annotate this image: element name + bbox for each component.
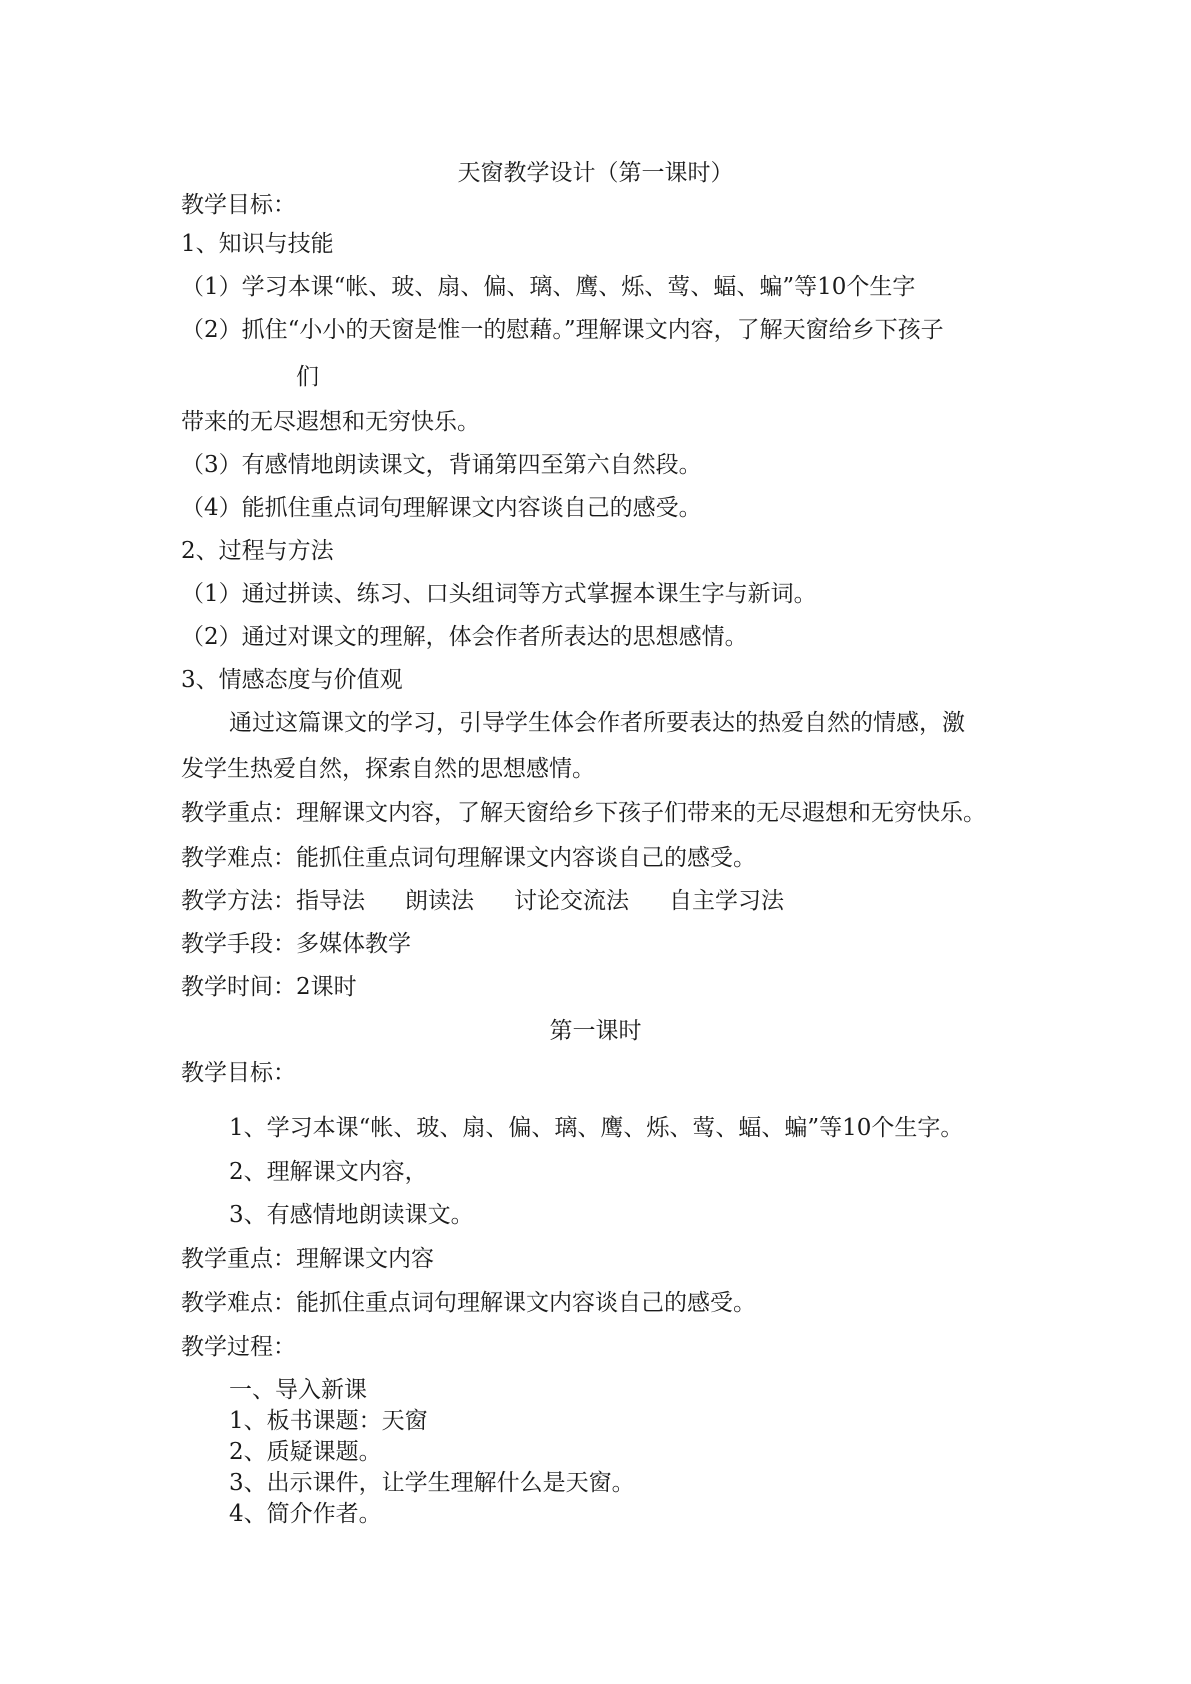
lesson1-objective-2: 2、理解课文内容，	[229, 1159, 428, 1185]
knowledge-item-2-line-1: （2）抓住“小小的天窗是惟一的慰藉。”理解课文内容，了解天窗给乡下孩子	[181, 317, 944, 343]
knowledge-heading: 1、知识与技能	[181, 231, 334, 257]
method-reading: 朗读法	[405, 888, 474, 914]
step-3: 3、出示课件，让学生理解什么是天窗。	[229, 1470, 635, 1496]
process-item-2: （2）通过对课文的理解，体会作者所表达的思想感情。	[181, 624, 748, 650]
key-point: 教学重点：理解课文内容，了解天窗给乡下孩子们带来的无尽遐想和无穷快乐。	[181, 800, 986, 826]
lesson1-objective-1: 1、学习本课“帐、玻、扇、偏、璃、鹰、烁、莺、蝠、蝙”等10个生字。	[229, 1115, 964, 1141]
lesson1-heading: 第一课时	[549, 1018, 642, 1044]
process-heading: 2、过程与方法	[181, 538, 334, 564]
knowledge-item-2-line-3: 带来的无尽遐想和无穷快乐。	[181, 409, 480, 435]
step-heading-introduction: 一、导入新课	[229, 1377, 367, 1403]
difficulty: 教学难点：能抓住重点词句理解课文内容谈自己的感受。	[181, 845, 756, 871]
process-item-1: （1）通过拼读、练习、口头组词等方式掌握本课生字与新词。	[181, 581, 817, 607]
teaching-methods	[181, 887, 784, 915]
teaching-means: 教学手段：多媒体教学	[181, 931, 411, 957]
teaching-time: 教学时间：2课时	[181, 974, 357, 1000]
objectives-heading: 教学目标：	[181, 192, 296, 218]
lesson1-process-heading: 教学过程：	[181, 1334, 296, 1360]
method-self-study: 自主学习法	[669, 888, 784, 914]
method-discussion: 讨论交流法	[514, 888, 629, 914]
knowledge-item-1: （1）学习本课“帐、玻、扇、偏、璃、鹰、烁、莺、蝠、蝙”等10个生字	[181, 274, 916, 300]
lesson1-key-point: 教学重点：理解课文内容	[181, 1246, 434, 1272]
knowledge-item-4: （4）能抓住重点词句理解课文内容谈自己的感受。	[181, 495, 702, 521]
emotion-line-1: 通过这篇课文的学习，引导学生体会作者所要表达的热爱自然的情感，激	[229, 710, 965, 736]
knowledge-item-2-line-2: 们	[296, 364, 319, 390]
lesson1-difficulty: 教学难点：能抓住重点词句理解课文内容谈自己的感受。	[181, 1290, 756, 1316]
knowledge-item-3: （3）有感情地朗读课文，背诵第四至第六自然段。	[181, 452, 702, 478]
lesson1-objectives-heading: 教学目标：	[181, 1060, 296, 1086]
method-guidance: 指导法	[296, 888, 365, 914]
lesson1-objective-3: 3、有感情地朗读课文。	[229, 1202, 474, 1228]
document-title: 天窗教学设计（第一课时）	[457, 160, 734, 186]
step-1: 1、板书课题：天窗	[229, 1408, 428, 1434]
step-4: 4、简介作者。	[229, 1501, 382, 1527]
emotion-line-2: 发学生热爱自然，探索自然的思想感情。	[181, 756, 595, 782]
methods-label: 教学方法：	[181, 888, 296, 914]
step-2: 2、质疑课题。	[229, 1439, 382, 1465]
emotion-heading: 3、情感态度与价值观	[181, 667, 403, 693]
